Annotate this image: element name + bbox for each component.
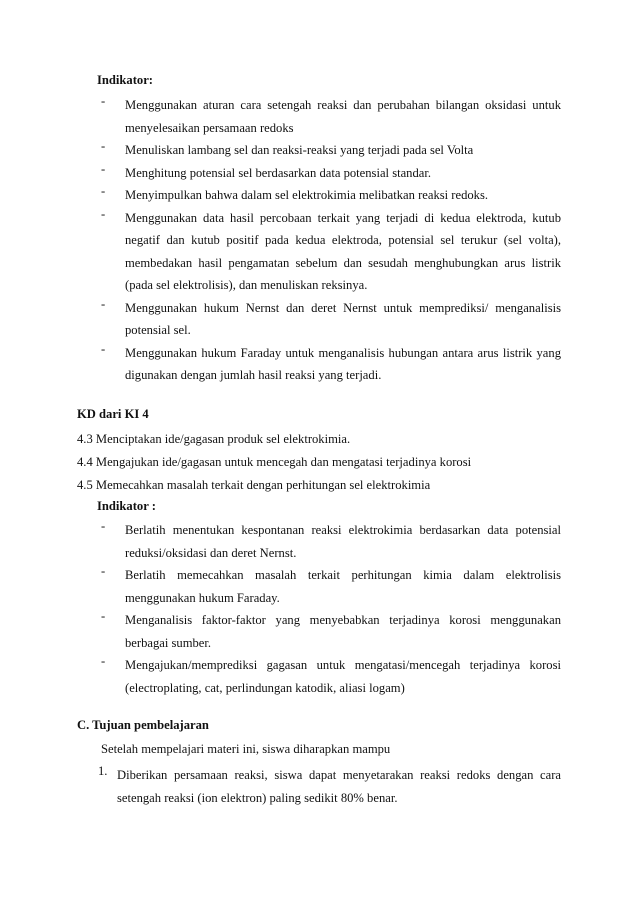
kd-line-4-5: 4.5 Memecahkan masalah terkait dengan perhitungan sel elektrokimia	[77, 478, 431, 492]
item-number: 1.	[98, 764, 108, 778]
dash-bullet: -	[101, 296, 106, 311]
section-c-heading: C. Tujuan pembelajaran	[77, 718, 209, 732]
dash-bullet: -	[101, 94, 106, 108]
dash-bullet: -	[101, 341, 106, 356]
list-item: - Mengajukan/memprediksi gagasan untuk mengatasi/mencegah terjadinya korosi (electroplating, cat, perlindungan katodik, aliasi logam)	[101, 654, 561, 695]
list-item: - Menggunakan hukum Faraday untuk menganalisis hubungan antara arus listrik yang digunakan dengan jumlah hasil reaksi yang terjadi.	[101, 341, 561, 382]
dash-bullet: -	[101, 184, 106, 198]
indikator-ki4-label: Indikator :	[97, 499, 156, 513]
kd-line-4-3: 4.3 Menciptakan ide/gagasan produk sel elektrokimia.	[77, 432, 351, 446]
indikator-ki4-list	[101, 519, 561, 699]
list-item: - Menganalisis faktor-faktor yang menyebabkan terjadinya korosi menggunakan berbagai sumber.	[101, 609, 561, 650]
list-item: - Berlatih menentukan kespontanan reaksi elektrokimia berdasarkan data potensial reduksi/oksidasi dan deret Nernst.	[101, 519, 561, 560]
list-item: - Menggunakan aturan cara setengah reaksi dan perubahan bilangan oksidasi untuk menyelesaikan persamaan redoks	[101, 94, 561, 135]
list-item: - Berlatih memecahkan masalah terkait perhitungan kimia dalam elektrolisis menggunakan hukum Faraday.	[101, 564, 561, 605]
kd-line-4-4: 4.4 Mengajukan ide/gagasan untuk mencegah dan mengatasi terjadinya korosi	[77, 455, 472, 469]
list-item: - Menyimpulkan bahwa dalam sel elektrokimia melibatkan reaksi redoks.	[101, 184, 489, 202]
dash-bullet: -	[101, 654, 106, 668]
dash-bullet: -	[101, 564, 106, 578]
dash-bullet: -	[101, 519, 106, 533]
list-item: - Menuliskan lambang sel dan reaksi-reaksi yang terjadi pada sel Volta	[101, 139, 474, 157]
dash-bullet: -	[101, 139, 106, 153]
dash-bullet: -	[101, 161, 106, 176]
list-item: - Menggunakan data hasil percobaan terkait yang terjadi di kedua elektroda, kutub negatif dan kutub positif pada kedua elektroda, potensial sel terukur (sel volta), membedakan hasil pengamatan sebelum dan sesudah menghubungkan arus listrik (pada sel elektrolisis), dan menuliskan reksinya.	[101, 206, 561, 292]
dash-bullet: -	[101, 609, 106, 623]
list-item: 1. Diberikan persamaan reaksi, siswa dapat menyetarakan reaksi redoks dengan cara setengah reaksi (ion elektron) paling sedikit 80% benar.	[98, 764, 561, 805]
indikator-label: Indikator:	[97, 73, 153, 87]
dash-bullet: -	[101, 206, 106, 221]
list-item: - Menggunakan hukum Nernst dan deret Nernst untuk memprediksi/ menganalisis potensial sel.	[101, 296, 561, 337]
list-item: - Menghitung potensial sel berdasarkan data potensial standar.	[101, 161, 432, 180]
kd-ki4-heading: KD dari KI 4	[77, 407, 149, 421]
section-c-intro: Setelah mempelajari materi ini, siswa diharapkan mampu	[101, 742, 391, 756]
tujuan-list	[98, 764, 561, 809]
indikator-list	[101, 94, 561, 387]
